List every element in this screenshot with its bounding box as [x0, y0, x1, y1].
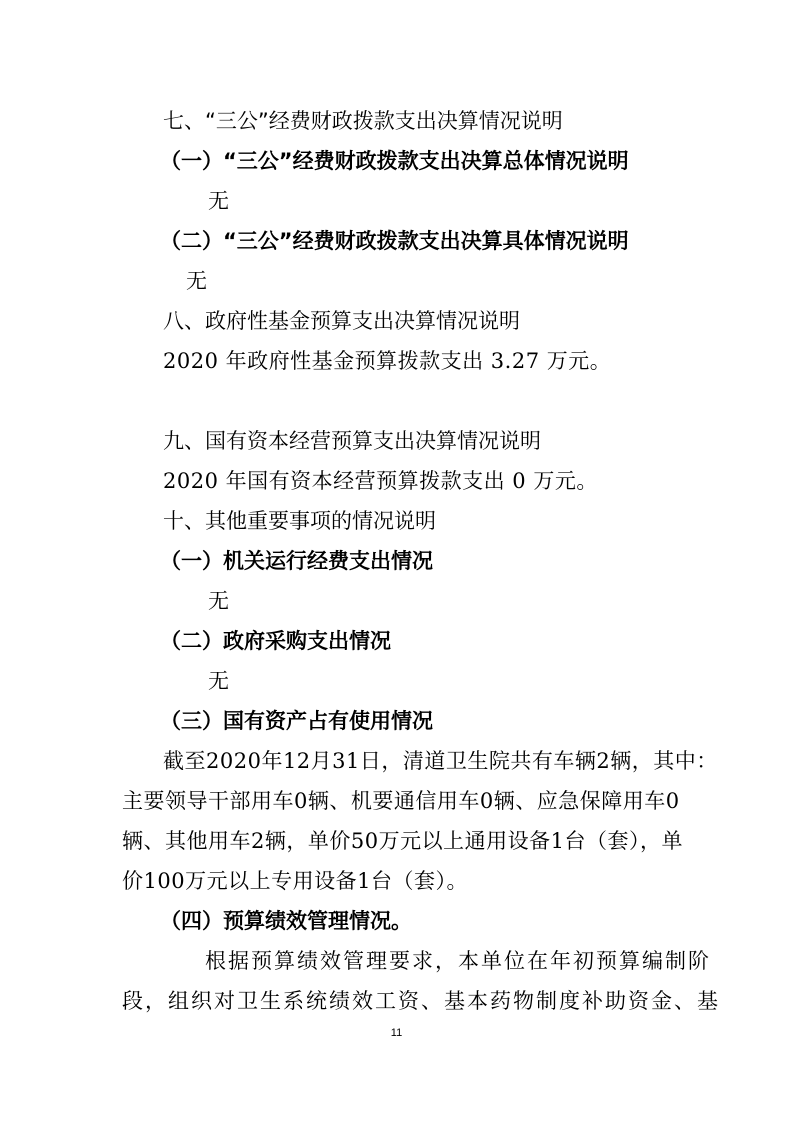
- section-10-3-heading: （三）国有资产占有使用情况: [160, 709, 433, 733]
- paragraph-line: 截至2020年12月31日，清道卫生院共有车辆2辆，其中：: [163, 749, 718, 773]
- paragraph-line: 辆、其他用车2辆，单价50万元以上通用设备1台（套），单: [122, 829, 683, 853]
- section-7-1-body: 无: [208, 189, 230, 213]
- paragraph-line: 段，组织对卫生系统绩效工资、基本药物制度补助资金、基: [122, 989, 720, 1013]
- section-10-1-body: 无: [208, 589, 230, 613]
- paragraph-line: 主要领导干部用车0辆、机要通信用车0辆、应急保障用车0: [122, 789, 680, 813]
- section-8-heading: 八、政府性基金预算支出决算情况说明: [163, 309, 520, 333]
- paragraph-line: 价100万元以上专用设备1台（套）。: [122, 869, 468, 893]
- section-7-2-heading: （二）“三公”经费财政拨款支出决算具体情况说明: [160, 229, 629, 253]
- paragraph-line: 根据预算绩效管理要求，本单位在年初预算编制阶: [205, 949, 711, 973]
- section-8-body: 2020 年政府性基金预算拨款支出 3.27 万元。: [163, 349, 612, 373]
- section-7-1-heading: （一）“三公”经费财政拨款支出决算总体情况说明: [160, 149, 629, 173]
- section-10-4-heading: （四）预算绩效管理情况。: [160, 909, 412, 933]
- section-7-2-body: 无: [186, 269, 208, 293]
- section-9-heading: 九、国有资本经营预算支出决算情况说明: [163, 429, 541, 453]
- section-10-2-body: 无: [208, 669, 230, 693]
- section-9-body: 2020 年国有资本经营预算拨款支出 0 万元。: [163, 469, 598, 493]
- section-7-heading: 七、“三公”经费财政拨款支出决算情况说明: [163, 109, 563, 133]
- page-number: 11: [390, 1027, 403, 1039]
- section-10-2-heading: （二）政府采购支出情况: [160, 629, 391, 653]
- section-10-1-heading: （一）机关运行经费支出情况: [160, 549, 433, 573]
- section-10-heading: 十、其他重要事项的情况说明: [163, 509, 436, 533]
